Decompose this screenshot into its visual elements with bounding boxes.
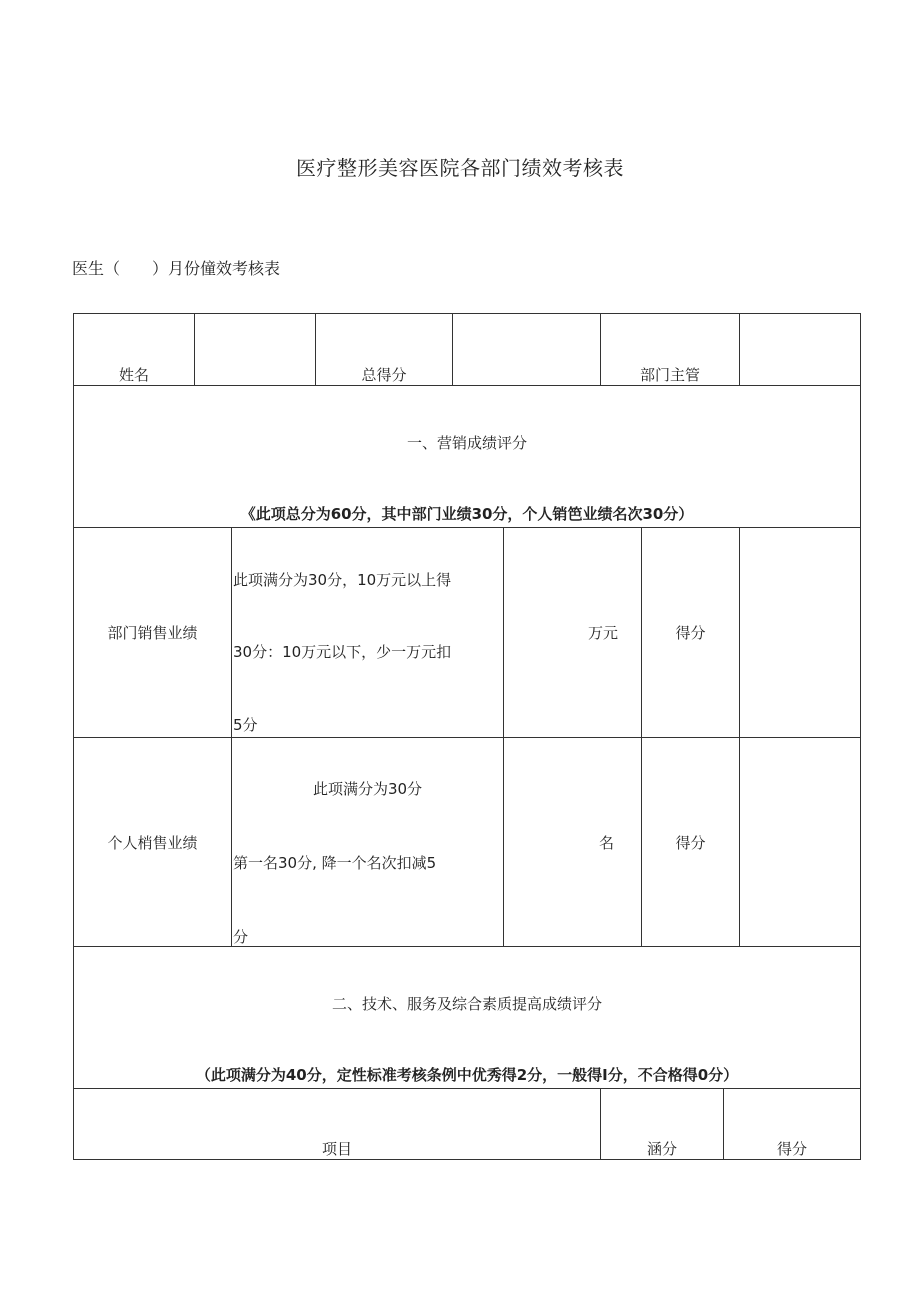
cell-manager-value[interactable] <box>739 313 861 386</box>
dept-sales-label: 部门销售业绩 <box>107 624 198 642</box>
item-label: 项目 <box>321 1140 352 1158</box>
name-label: 姓名 <box>118 366 149 384</box>
section1-heading: 一、营销成绩评分 <box>406 434 527 452</box>
personal-sales-unit: 名 <box>599 834 615 852</box>
personal-sales-label: 个人梢售业绩 <box>107 834 198 852</box>
section2-note: （此项满分为40分，定性标准考核条例中优秀得2分，一般得I分，不合格得0分） <box>195 1066 739 1084</box>
dept-sales-score-label: 得分 <box>675 624 706 642</box>
dept-sales-unit: 万元 <box>588 624 619 642</box>
page-title: 医疗整形美容医院各部门绩效考核表 <box>296 156 624 180</box>
personal-sales-score-cell[interactable] <box>739 737 861 947</box>
total-score-label: 总得分 <box>361 366 407 384</box>
dept-sales-rule-line2: 30分：10万元以下，少一万元扣 <box>233 643 452 661</box>
item-score-label: 得分 <box>776 1140 807 1158</box>
personal-sales-rule-line2: 第一名30分, 降一个名次扣减5 <box>233 854 437 872</box>
cell-total-value[interactable] <box>452 313 601 386</box>
dept-sales-rule-line1: 此项满分为30分，10万元以上得 <box>233 571 452 589</box>
section2-heading: 二、技术、服务及综合素质提高成绩评分 <box>331 995 602 1013</box>
dept-sales-rule-cell <box>231 527 504 738</box>
personal-sales-rule-cell <box>231 737 504 947</box>
manager-label: 部门主管 <box>639 366 700 384</box>
cell-name-value[interactable] <box>194 313 316 386</box>
personal-sales-value-cell[interactable] <box>503 737 642 947</box>
personal-sales-rule-line1: 此项满分为30分 <box>312 780 423 798</box>
max-score-label: 涵分 <box>646 1140 677 1158</box>
form-subtitle: 医生（ ）月份僮效考核表 <box>72 259 281 278</box>
section1-note: 《此项总分为60分，其中部门业绩30分，个人销笆业绩名次30分） <box>240 505 694 523</box>
personal-sales-rule-line3: 分 <box>233 928 249 946</box>
dept-sales-score-cell[interactable] <box>739 527 861 738</box>
dept-sales-rule-line3: 5分 <box>233 716 258 734</box>
dept-sales-value-cell[interactable] <box>503 527 642 738</box>
personal-sales-score-label: 得分 <box>675 834 706 852</box>
